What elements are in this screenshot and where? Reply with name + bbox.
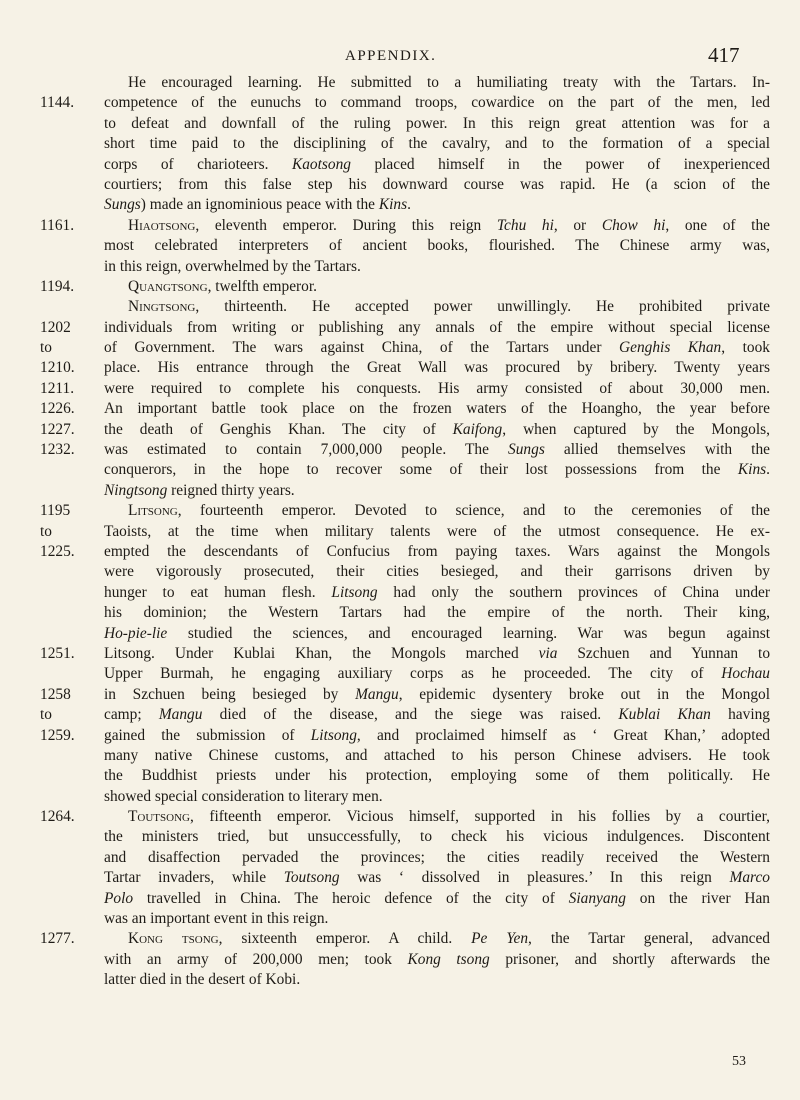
text-line [0, 277, 800, 297]
text-run: on the river Han [625, 889, 771, 907]
text-line [0, 705, 800, 725]
text-run: prisoner, and shortly afterwards the [489, 950, 771, 968]
text-line [0, 827, 800, 847]
line-text [104, 970, 770, 990]
italic-name: Litsong [331, 583, 378, 601]
text-line [0, 399, 800, 419]
margin-date: 1202 [40, 318, 71, 336]
italic-name: Polo [104, 889, 134, 907]
text-line [0, 481, 800, 501]
text-run: the Buddhist priests under his protection, employing some of them politically. He [104, 767, 770, 785]
margin-date: 1277. [40, 930, 75, 948]
line-text [104, 358, 770, 378]
italic-name: Sianyang [568, 889, 626, 907]
line-text [104, 318, 770, 338]
text-line [0, 460, 800, 480]
margin-date: 1161. [40, 216, 75, 234]
text-run: , fifteenth emperor. Vicious himself, supported in his follies by a courtier, [189, 808, 770, 826]
italic-name: Pe Yen [471, 930, 529, 948]
text-line [0, 970, 800, 990]
line-text [104, 868, 770, 888]
text-line [0, 603, 800, 623]
line-text [104, 420, 770, 440]
text-run: latter died in the desert of Kobi. [104, 971, 301, 989]
text-line [0, 216, 800, 236]
line-text [104, 827, 770, 847]
appendix-text-body [0, 73, 800, 991]
text-run: , fourteenth emperor. Devoted to science, and to the ceremonies of the [177, 502, 770, 520]
text-line [0, 358, 800, 378]
line-text [104, 583, 770, 603]
italic-name: Kins [737, 461, 767, 479]
text-run: , when captured by the Mongols, [502, 420, 770, 438]
text-line [0, 338, 800, 358]
text-run: in this reign, overwhelmed by the Tartars. [104, 257, 361, 275]
text-run: Szchuen and Yunnan to [557, 644, 771, 662]
text-run: had only the southern provinces of China under [377, 583, 770, 601]
page-header [0, 40, 800, 74]
italic-name: Mangu [355, 685, 399, 703]
text-line [0, 195, 800, 215]
text-run: , thirteenth. He accepted power unwillingly. He prohibited private [195, 298, 770, 316]
margin-date: 1264. [40, 808, 75, 826]
text-run: place. His entrance through the Great Wall was procured by bribery. Twenty years [104, 359, 770, 377]
text-line [0, 664, 800, 684]
text-run: , and proclaimed himself as ‘ Great Khan,’ adopted [356, 726, 770, 744]
margin-date: to [40, 706, 52, 724]
italic-name: Kaotsong [291, 155, 351, 173]
line-text [104, 114, 770, 134]
line-text [128, 73, 770, 93]
margin-date: 1211. [40, 379, 75, 397]
text-run: , twelfth emperor. [207, 277, 317, 295]
margin-date: 1226. [40, 400, 75, 418]
line-text [104, 236, 770, 256]
text-run: with an army of 200,000 men; took [104, 950, 408, 968]
text-run: placed himself in the power of inexperienced [350, 155, 770, 173]
margin-date: 1144. [40, 94, 75, 112]
line-text [104, 460, 770, 480]
text-line [0, 257, 800, 277]
text-run: Litsong. Under Kublai Khan, the Mongols marched [104, 644, 539, 662]
emperor-name: Toutsong [128, 808, 190, 826]
text-run: was ‘ dissolved in pleasures.’ In this reign [339, 869, 730, 887]
text-run: and disaffection pervaded the provinces; the cities readily received the Western [104, 848, 770, 866]
text-run: , or [553, 216, 602, 234]
text-run: He encouraged learning. He submitted to a humiliating treaty with the Tartars. In- [128, 74, 770, 91]
page-number: 417 [708, 43, 740, 67]
emperor-name: Ningtsong [128, 298, 196, 316]
margin-date: 1195 [40, 502, 71, 520]
text-line [0, 501, 800, 521]
text-run: corps of charioteers. [104, 155, 292, 173]
text-line [0, 562, 800, 582]
line-text [128, 277, 770, 297]
text-line [0, 929, 800, 949]
text-run: . [766, 461, 770, 479]
text-line [0, 644, 800, 664]
line-text [104, 481, 770, 501]
text-run: short time paid to the disciplining of the cavalry, and to the formation of a special [104, 135, 770, 153]
text-run: courtiers; from this false step his downward course was rapid. He (a scion of the [104, 175, 770, 193]
text-run: to defeat and downfall of the ruling power. In this reign great attention was for a [104, 114, 770, 132]
line-text [104, 746, 770, 766]
text-run: was an important event in this reign. [104, 910, 329, 928]
text-run: travelled in China. The heroic defence of the city of [133, 889, 569, 907]
text-line [0, 685, 800, 705]
margin-date: 1225. [40, 542, 75, 560]
text-line [0, 440, 800, 460]
text-line [0, 236, 800, 256]
margin-date: to [40, 339, 52, 357]
text-line [0, 909, 800, 929]
italic-name: Litsong [310, 726, 357, 744]
line-text [104, 624, 770, 644]
margin-date: 1232. [40, 441, 75, 459]
text-run: many native Chinese customs, and attached to his person Chinese advisers. He took [104, 746, 770, 764]
line-text [104, 787, 770, 807]
margin-date: 1259. [40, 726, 75, 744]
text-run: allied themselves with the [544, 441, 770, 459]
line-text [104, 93, 770, 113]
text-line [0, 868, 800, 888]
text-run: Taoists, at the time when military talents were of the utmost consequence. He ex- [104, 522, 770, 540]
text-run: were vigorously prosecuted, their cities besieged, and their garrisons driven by [104, 563, 770, 581]
italic-name: Kong tsong [407, 950, 490, 968]
line-text [104, 257, 770, 277]
text-line [0, 522, 800, 542]
line-text [104, 889, 770, 909]
line-text [104, 950, 770, 970]
text-line [0, 175, 800, 195]
text-run: gained the submission of [104, 726, 311, 744]
text-line [0, 155, 800, 175]
text-run: hunger to eat human flesh. [104, 583, 332, 601]
text-run: , took [721, 339, 771, 357]
line-text [128, 501, 770, 521]
text-run: ) made an ignominious peace with the [140, 196, 379, 214]
text-run: , one of the [665, 216, 770, 234]
italic-name: Hochau [721, 665, 770, 683]
line-text [104, 338, 770, 358]
line-text [128, 929, 770, 949]
text-run: individuals from writing or publishing any annals of the empire without special license [104, 318, 770, 336]
text-line [0, 318, 800, 338]
text-run: of Government. The wars against China, of the Tartars under [104, 339, 620, 357]
line-text [104, 440, 770, 460]
text-line [0, 93, 800, 113]
text-line [0, 134, 800, 154]
italic-name: Chow hi [601, 216, 666, 234]
line-text [104, 134, 770, 154]
text-run: were required to complete his conquests. His army consisted of about 30,000 men. [104, 379, 770, 397]
line-text [104, 909, 770, 929]
italic-name: Genghis Khan [619, 339, 722, 357]
text-run: empted the descendants of Confucius from paying taxes. Wars against the Mongols [104, 542, 770, 560]
text-run: camp; [104, 706, 159, 724]
italic-name: Kublai Khan [618, 706, 711, 724]
text-run: An important battle took place on the frozen waters of the Hoangho, the year before [104, 400, 770, 418]
text-run: studied the sciences, and encouraged learning. War was begun against [167, 624, 770, 642]
text-run: . [407, 196, 411, 214]
text-line [0, 379, 800, 399]
line-text [128, 297, 770, 317]
line-text [104, 195, 770, 215]
text-run: the death of Genghis Khan. The city of [104, 420, 453, 438]
text-run: his dominion; the Western Tartars had the empire of the north. Their king, [104, 604, 770, 622]
text-line [0, 787, 800, 807]
emperor-name: Litsong [128, 502, 178, 520]
line-text [104, 848, 770, 868]
text-run: Tartar invaders, while [104, 869, 284, 887]
margin-date: 1210. [40, 359, 75, 377]
italic-name: Marco [729, 869, 770, 887]
italic-name: Mangu [158, 706, 203, 724]
line-text [104, 726, 770, 746]
line-text [104, 603, 770, 623]
text-line [0, 807, 800, 827]
italic-name: Kins [378, 196, 408, 214]
margin-date: 1227. [40, 420, 75, 438]
text-run: in Szchuen being besieged by [104, 685, 356, 703]
margin-date: 1251. [40, 644, 75, 662]
line-text [104, 399, 770, 419]
text-run: competence of the eunuchs to command troops, cowardice on the part of the men, led [104, 94, 770, 112]
text-run: conquerors, in the hope to recover some of their lost possessions from the [104, 461, 738, 479]
line-text [104, 522, 770, 542]
text-run: died of the disease, and the siege was raised. [202, 706, 619, 724]
text-line [0, 583, 800, 603]
text-line [0, 889, 800, 909]
text-run: showed special consideration to literary men. [104, 787, 383, 805]
emperor-name: Kong tsong [128, 930, 219, 948]
line-text [128, 807, 770, 827]
text-line [0, 624, 800, 644]
line-text [128, 216, 770, 236]
text-run: , epidemic dysentery broke out in the Mongol [398, 685, 770, 703]
line-text [104, 542, 770, 562]
text-run: , sixteenth emperor. A child. [218, 930, 472, 948]
text-line [0, 420, 800, 440]
line-text [104, 766, 770, 786]
italic-name: Sungs [508, 441, 545, 459]
text-line [0, 950, 800, 970]
emperor-name: Quangtsong [128, 277, 208, 295]
line-text [104, 664, 770, 684]
text-line [0, 542, 800, 562]
line-text [104, 562, 770, 582]
text-line [0, 114, 800, 134]
text-line [0, 297, 800, 317]
margin-date: 1258 [40, 685, 71, 703]
text-line [0, 746, 800, 766]
text-line [0, 848, 800, 868]
emperor-name: Hiaotsong [128, 216, 196, 234]
text-line [0, 73, 800, 93]
signature-mark: 53 [732, 1054, 746, 1069]
line-text [104, 705, 770, 725]
text-run: most celebrated interpreters of ancient books, flourished. The Chinese army was, [104, 237, 770, 255]
text-run: having [710, 706, 770, 724]
margin-date: to [40, 522, 52, 540]
line-text [104, 175, 770, 195]
italic-name: Kaifong [452, 420, 503, 438]
text-run: reigned thirty years. [167, 481, 295, 499]
italic-name: Tchu hi [496, 216, 554, 234]
text-line [0, 726, 800, 746]
running-head: APPENDIX. [345, 48, 437, 64]
italic-name: via [538, 644, 558, 662]
italic-name: Ho-pie-lie [104, 624, 168, 642]
italic-name: Toutsong [283, 869, 340, 887]
text-run: was estimated to contain 7,000,000 people. The [104, 441, 509, 459]
line-text [104, 644, 770, 664]
text-run: , eleventh emperor. During this reign [195, 216, 497, 234]
line-text [104, 379, 770, 399]
text-run: , the Tartar general, advanced [528, 930, 770, 948]
line-text [104, 155, 770, 175]
italic-name: Ningtsong [104, 481, 168, 499]
italic-name: Sungs [104, 196, 141, 214]
margin-date: 1194. [40, 277, 75, 295]
text-run: the ministers tried, but unsuccessfully, to check his vicious indulgences. Discontent [104, 828, 770, 846]
line-text [104, 685, 770, 705]
text-line [0, 766, 800, 786]
text-run: Upper Burmah, he engaging auxiliary corps as he proceeded. The city of [104, 665, 722, 683]
